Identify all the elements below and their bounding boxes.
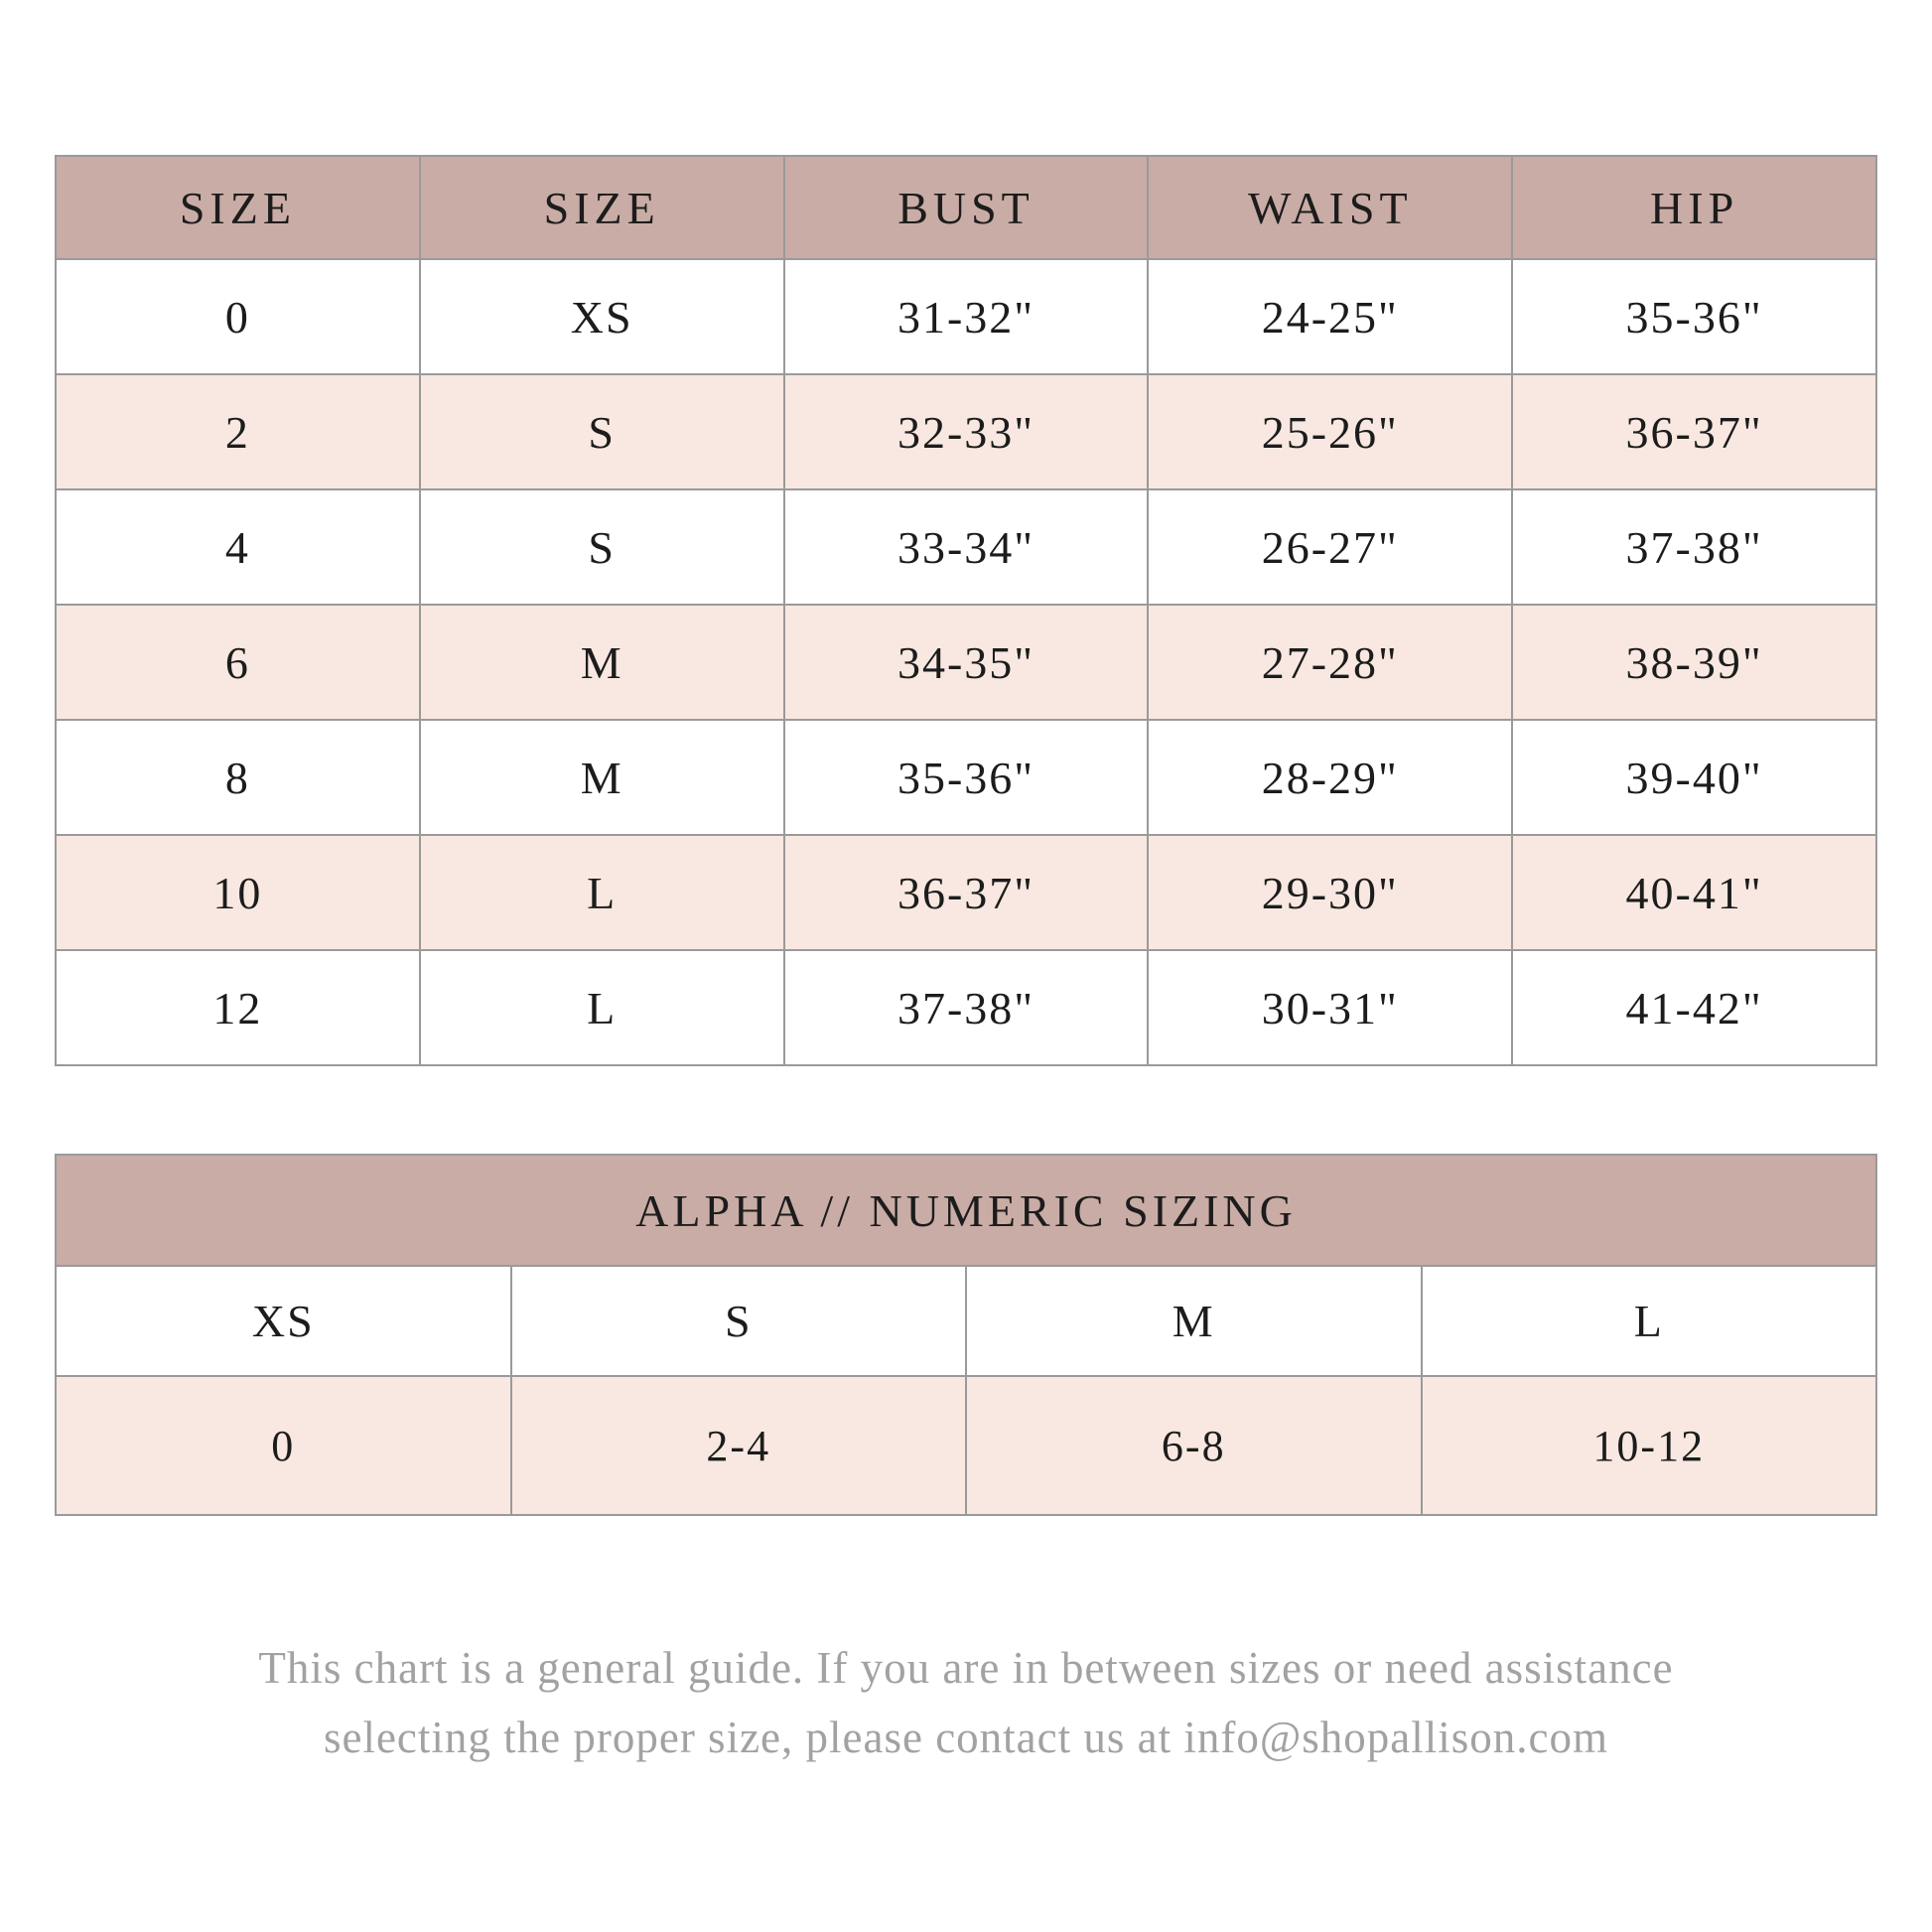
table-row-size-10 [56, 835, 1876, 950]
numeric-size-cell-l: 10-12 [1422, 1376, 1877, 1515]
column-header-size-numeric: SIZE [56, 156, 420, 259]
bust-cell: 32-33" [784, 374, 1149, 489]
hip-cell: 40-41" [1512, 835, 1876, 950]
alpha-size-cell-m: M [966, 1266, 1422, 1376]
column-header-bust: BUST [784, 156, 1149, 259]
table-row-size-4 [56, 489, 1876, 605]
size-alpha-cell: S [420, 489, 784, 605]
hip-cell: 39-40" [1512, 720, 1876, 835]
bust-cell: 36-37" [784, 835, 1149, 950]
size-alpha-cell: L [420, 950, 784, 1065]
hip-cell: 38-39" [1512, 605, 1876, 720]
bust-cell: 31-32" [784, 259, 1149, 374]
table-row-size-6 [56, 605, 1876, 720]
size-alpha-cell: M [420, 605, 784, 720]
waist-cell: 26-27" [1148, 489, 1512, 605]
size-alpha-cell: XS [420, 259, 784, 374]
bust-cell: 33-34" [784, 489, 1149, 605]
alpha-numeric-title-row [56, 1155, 1876, 1266]
size-numeric-cell: 8 [56, 720, 420, 835]
hip-cell: 35-36" [1512, 259, 1876, 374]
size-chart-table [55, 155, 1877, 1066]
size-numeric-cell: 6 [56, 605, 420, 720]
numeric-size-cell-xs: 0 [56, 1376, 511, 1515]
size-numeric-cell: 0 [56, 259, 420, 374]
bust-cell: 35-36" [784, 720, 1149, 835]
numeric-size-cell-s: 2-4 [511, 1376, 967, 1515]
column-header-hip: HIP [1512, 156, 1876, 259]
hip-cell: 37-38" [1512, 489, 1876, 605]
numeric-sizes-row [56, 1376, 1876, 1515]
alpha-sizes-row [56, 1266, 1876, 1376]
bust-cell: 37-38" [784, 950, 1149, 1065]
hip-cell: 36-37" [1512, 374, 1876, 489]
column-header-size-alpha: SIZE [420, 156, 784, 259]
alpha-size-cell-l: L [1422, 1266, 1877, 1376]
column-header-waist: WAIST [1148, 156, 1512, 259]
waist-cell: 27-28" [1148, 605, 1512, 720]
table-row-size-12 [56, 950, 1876, 1065]
table-row-size-0 [56, 259, 1876, 374]
table-row-size-8 [56, 720, 1876, 835]
waist-cell: 30-31" [1148, 950, 1512, 1065]
size-numeric-cell: 4 [56, 489, 420, 605]
numeric-size-cell-m: 6-8 [966, 1376, 1422, 1515]
footer-note-line-1: This chart is a general guide. If you are in between sizes or need assistance [258, 1643, 1674, 1693]
alpha-size-cell-xs: XS [56, 1266, 511, 1376]
size-chart-header-row [56, 156, 1876, 259]
bust-cell: 34-35" [784, 605, 1149, 720]
waist-cell: 29-30" [1148, 835, 1512, 950]
alpha-size-cell-s: S [511, 1266, 967, 1376]
size-numeric-cell: 2 [56, 374, 420, 489]
table-row-size-2 [56, 374, 1876, 489]
waist-cell: 28-29" [1148, 720, 1512, 835]
waist-cell: 25-26" [1148, 374, 1512, 489]
size-alpha-cell: S [420, 374, 784, 489]
size-alpha-cell: M [420, 720, 784, 835]
size-alpha-cell: L [420, 835, 784, 950]
footer-note [55, 1633, 1877, 1772]
alpha-numeric-title: ALPHA // NUMERIC SIZING [56, 1155, 1876, 1266]
waist-cell: 24-25" [1148, 259, 1512, 374]
footer-note-line-2: selecting the proper size, please contact us at info@shopallison.com [323, 1713, 1609, 1762]
alpha-numeric-table [55, 1154, 1877, 1516]
hip-cell: 41-42" [1512, 950, 1876, 1065]
size-numeric-cell: 12 [56, 950, 420, 1065]
size-numeric-cell: 10 [56, 835, 420, 950]
